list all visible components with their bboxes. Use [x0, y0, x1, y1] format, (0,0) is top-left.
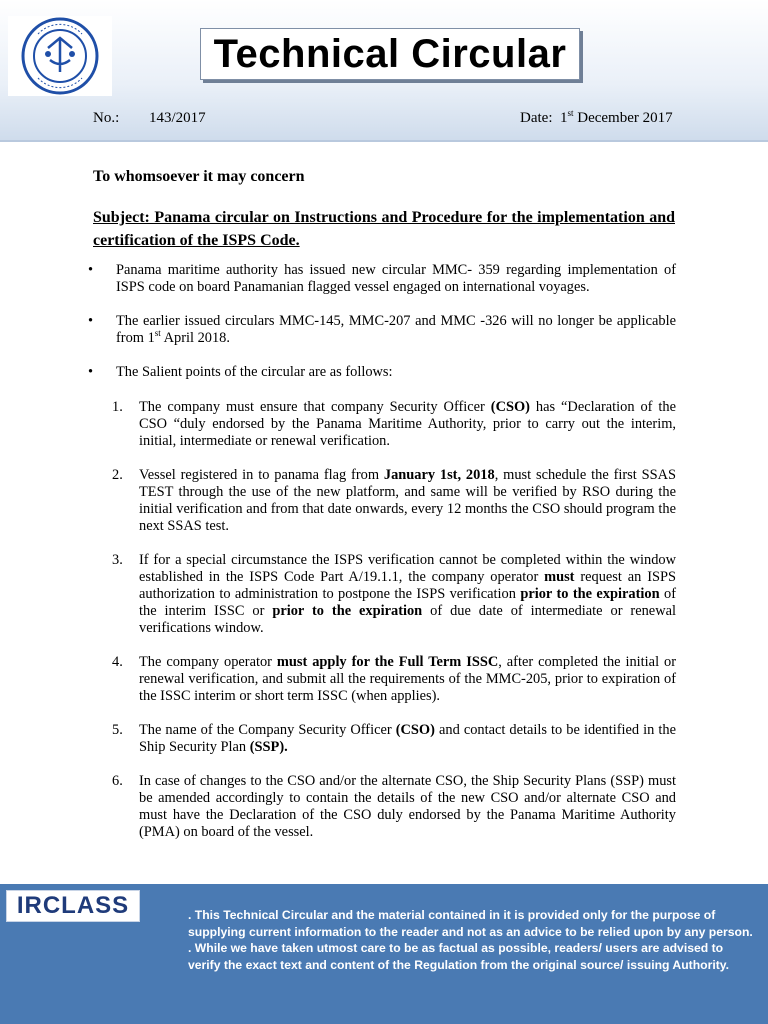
header-band — [0, 0, 768, 142]
irclass-logo: IRCLASS — [6, 890, 140, 922]
irs-logo — [8, 16, 112, 96]
bullet-icon: • — [88, 262, 94, 278]
bullet-icon: • — [88, 364, 94, 380]
bullet-item: • The Salient points of the circular are as follows: — [88, 364, 393, 380]
page-title: Technical Circular — [200, 28, 580, 80]
list-item: 5. The name of the Company Security Officer (CSO) and contact details to be identified in the Ship Security Plan (SSP). — [112, 722, 676, 755]
numbered-list — [112, 399, 676, 841]
list-item: 4. The company operator must apply for the Full Term ISSC, after completed the initial or renewal verification, and submit all the requirements of the MMC-205, prior to expiration of the ISSC interim or short term ISSC (when applies). — [112, 654, 676, 704]
circular-no-value: 143/2017 — [149, 110, 206, 126]
list-item: 1. The company must ensure that company Security Officer (CSO) has “Declaration of the CSO “duly endorsed by the Panama Maritime Authority, prior to carry out the interim, initial, intermediate or renewal verification. — [112, 399, 676, 449]
bullet-item: • The earlier issued circulars MMC-145, MMC-207 and MMC -326 will no longer be applicable from 1st April 2018. — [88, 313, 676, 346]
circular-no-label: No.: — [93, 110, 120, 126]
circular-date — [520, 110, 673, 127]
bullet-item: • Panama maritime authority has issued new circular MMC- 359 regarding implementation of ISPS code on board Panamanian flagged vessel engaged on international voyages. — [88, 262, 676, 295]
date-suffix: st — [567, 108, 574, 118]
disclaimer-line-1: . This Technical Circular and the material contained in it is provided only for the purpose of supplying current information to the reader and not as an advice to be relied upon by any person. — [188, 908, 753, 939]
list-item: 3. If for a special circumstance the ISPS verification cannot be completed within the window established in the ISPS Code Part A/19.1.1, the company operator must request an ISPS authorization to administration to postpone the ISPS verification prior to the expiration of the interim ISSC or prior to the expiration of due date of intermediate or renewal verifications window. — [112, 552, 676, 636]
disclaimer-line-2: . While we have taken utmost care to be as factual as possible, readers/ users are advised to verify the exact text and content of the Regulation from the original source/ issuing Authority. — [188, 941, 730, 972]
bullet-list — [88, 262, 676, 381]
disclaimer — [188, 907, 756, 973]
footer-band — [0, 884, 768, 1024]
date-rest: December 2017 — [577, 110, 673, 126]
list-item: 2. Vessel registered in to panama flag from January 1st, 2018, must schedule the first SSAS TEST through the use of the new platform, and same will be verified by RSO during the initial verification and from that date onwards, every 12 months the CSO should program the next SSAS test. — [112, 467, 676, 534]
irs-seal-icon — [8, 16, 112, 96]
salutation: To whomsoever it may concern — [93, 168, 305, 185]
subject-heading: Subject: Panama circular on Instructions and Procedure for the implementation and certification of the ISPS Code. — [93, 209, 675, 249]
list-item: 6. In case of changes to the CSO and/or the alternate CSO, the Ship Security Plans (SSP) must be amended accordingly to contain the details of the new CSO and/or alternate CSO and must have the Declaration of the CSO duly endorsed by the Panama Maritime Authority (PMA) on board of the vessel. — [112, 773, 676, 840]
date-day: 1 — [559, 110, 568, 126]
bullet-icon: • — [88, 313, 94, 329]
date-label: Date: — [520, 110, 553, 126]
